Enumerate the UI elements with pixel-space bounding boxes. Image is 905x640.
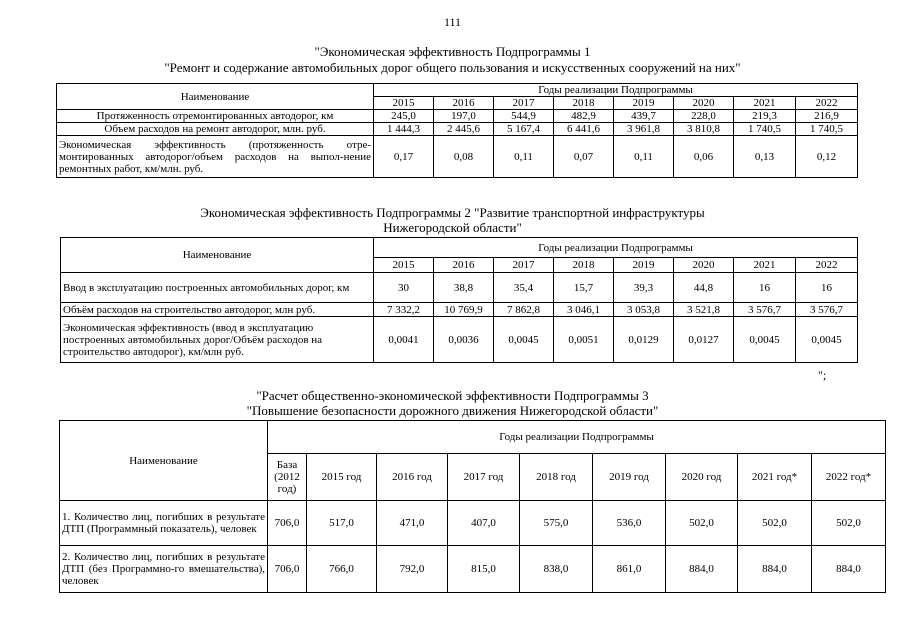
section3-year: 2016 год (377, 454, 448, 501)
cell-value: 471,0 (377, 501, 448, 546)
table-row (60, 501, 886, 546)
cell-value: 884,0 (738, 546, 812, 593)
cell-value: 439,7 (614, 110, 674, 123)
section2-title-line2: Нижегородской области" (383, 220, 522, 235)
section2-year: 2022 (796, 258, 858, 273)
cell-value: 3 046,1 (554, 303, 614, 317)
cell-value: 16 (796, 273, 858, 303)
cell-value: 0,12 (796, 136, 858, 178)
section3-year: 2020 год (666, 454, 738, 501)
cell-value: 3 053,8 (614, 303, 674, 317)
cell-value: 884,0 (666, 546, 738, 593)
section3-year: 2015 год (307, 454, 377, 501)
cell-value: 0,0041 (374, 317, 434, 363)
section3-title-line1: "Расчет общественно-экономической эффективности Подпрограммы 3 (256, 388, 649, 403)
cell-value: 38,8 (434, 273, 494, 303)
section3-year: 2022 год* (812, 454, 886, 501)
cell-value: 815,0 (448, 546, 520, 593)
section1-year: 2022 (796, 97, 858, 110)
closing-quote-mark: "; (818, 368, 827, 382)
cell-value: 536,0 (593, 501, 666, 546)
cell-value: 0,0045 (796, 317, 858, 363)
section1-year: 2021 (734, 97, 796, 110)
table-row (57, 110, 858, 123)
cell-value: 502,0 (666, 501, 738, 546)
cell-value: 245,0 (374, 110, 434, 123)
section2-year: 2021 (734, 258, 796, 273)
section1-year: 2018 (554, 97, 614, 110)
section2-table (60, 237, 858, 363)
cell-value: 838,0 (520, 546, 593, 593)
section3-title-line2: "Повышение безопасности дорожного движения Нижегородской области" (246, 403, 659, 418)
cell-value: 3 961,8 (614, 123, 674, 136)
cell-value: 3 576,7 (796, 303, 858, 317)
cell-value: 0,06 (674, 136, 734, 178)
section1-header-name: Наименование (57, 84, 374, 110)
cell-value: 0,0051 (554, 317, 614, 363)
row-label: 2. Количество лиц, погибших в результате ДТП (без Программно-го вмешательства), человек (60, 546, 268, 593)
section3-header-name: Наименование (60, 421, 268, 501)
cell-value: 0,13 (734, 136, 796, 178)
table-row (57, 123, 858, 136)
cell-value: 5 167,4 (494, 123, 554, 136)
cell-value: 3 810,8 (674, 123, 734, 136)
cell-value: 30 (374, 273, 434, 303)
section3-year: 2019 год (593, 454, 666, 501)
cell-value: 197,0 (434, 110, 494, 123)
cell-value: 1 740,5 (796, 123, 858, 136)
cell-value: 44,8 (674, 273, 734, 303)
cell-value: 35,4 (494, 273, 554, 303)
cell-value: 502,0 (738, 501, 812, 546)
page-number: 111 (443, 15, 462, 29)
cell-value: 0,08 (434, 136, 494, 178)
cell-value: 0,0036 (434, 317, 494, 363)
section1-table (56, 83, 858, 178)
table-row (61, 317, 858, 363)
cell-value: 861,0 (593, 546, 666, 593)
section2-year: 2016 (434, 258, 494, 273)
section3-header-years: Годы реализации Подпрограммы (268, 421, 886, 454)
section2-year: 2019 (614, 258, 674, 273)
table-row (61, 303, 858, 317)
cell-value: 7 862,8 (494, 303, 554, 317)
cell-value: 407,0 (448, 501, 520, 546)
row-label: Объем расходов на ремонт автодорог, млн. руб. (57, 123, 374, 136)
cell-value: 3 521,8 (674, 303, 734, 317)
row-label: Протяженность отремонтированных автодорог, км (57, 110, 374, 123)
cell-value: 0,0045 (494, 317, 554, 363)
cell-value: 482,9 (554, 110, 614, 123)
cell-value: 1 740,5 (734, 123, 796, 136)
section2-year: 2020 (674, 258, 734, 273)
cell-value: 3 576,7 (734, 303, 796, 317)
cell-value: 219,3 (734, 110, 796, 123)
cell-value: 228,0 (674, 110, 734, 123)
section2-year: 2017 (494, 258, 554, 273)
cell-value: 7 332,2 (374, 303, 434, 317)
cell-value: 706,0 (268, 546, 307, 593)
section1-year: 2015 (374, 97, 434, 110)
section1-year: 2019 (614, 97, 674, 110)
cell-value: 2 445,6 (434, 123, 494, 136)
cell-value: 575,0 (520, 501, 593, 546)
cell-value: 1 444,3 (374, 123, 434, 136)
section3-year: 2021 год* (738, 454, 812, 501)
row-label: 1. Количество лиц, погибших в результате ДТП (Программный показатель), человек (60, 501, 268, 546)
section1-title-line2: "Ремонт и содержание автомобильных дорог общего пользования и искусственных сооружений на них" (164, 60, 741, 75)
cell-value: 544,9 (494, 110, 554, 123)
section2-title-line1: Экономическая эффективность Подпрограммы 2 "Развитие транспортной инфраструктуры (200, 205, 705, 220)
cell-value: 10 769,9 (434, 303, 494, 317)
section1-title-line1: "Экономическая эффективность Подпрограммы 1 (314, 44, 591, 59)
cell-value: 502,0 (812, 501, 886, 546)
cell-value: 0,0129 (614, 317, 674, 363)
row-label: Ввод в эксплуатацию построенных автомобильных дорог, км (61, 273, 374, 303)
cell-value: 517,0 (307, 501, 377, 546)
cell-value: 15,7 (554, 273, 614, 303)
section2-header-years: Годы реализации Подпрограммы (374, 238, 858, 258)
row-label: Экономическая эффективность (ввод в эксплуатацию построенных автомобильных дорог/Объём расходов на строительство автодорог), км/млн руб. (61, 317, 374, 363)
cell-value: 39,3 (614, 273, 674, 303)
section2-year: 2018 (554, 258, 614, 273)
cell-value: 16 (734, 273, 796, 303)
cell-value: 0,07 (554, 136, 614, 178)
cell-value: 792,0 (377, 546, 448, 593)
section3-year: База (2012 год) (268, 454, 307, 501)
section3-year: 2017 год (448, 454, 520, 501)
section1-header-years: Годы реализации Подпрограммы (374, 84, 858, 97)
table-row (60, 546, 886, 593)
cell-value: 0,17 (374, 136, 434, 178)
table-row (61, 273, 858, 303)
table-row (57, 136, 858, 178)
section2-header-name: Наименование (61, 238, 374, 273)
section1-year: 2016 (434, 97, 494, 110)
cell-value: 0,11 (494, 136, 554, 178)
section3-year: 2018 год (520, 454, 593, 501)
row-label: Объём расходов на строительство автодорог, млн руб. (61, 303, 374, 317)
cell-value: 0,0045 (734, 317, 796, 363)
section2-year: 2015 (374, 258, 434, 273)
cell-value: 706,0 (268, 501, 307, 546)
section3-table (59, 420, 886, 593)
cell-value: 766,0 (307, 546, 377, 593)
cell-value: 0,0127 (674, 317, 734, 363)
cell-value: 0,11 (614, 136, 674, 178)
cell-value: 216,9 (796, 110, 858, 123)
row-label: Экономическая эффективность (протяженность отре-монтированных автодорог/объем расходов на выпол-нение ремонтных работ, км/млн. руб. (57, 136, 374, 178)
section1-year: 2017 (494, 97, 554, 110)
cell-value: 6 441,6 (554, 123, 614, 136)
section1-year: 2020 (674, 97, 734, 110)
cell-value: 884,0 (812, 546, 886, 593)
